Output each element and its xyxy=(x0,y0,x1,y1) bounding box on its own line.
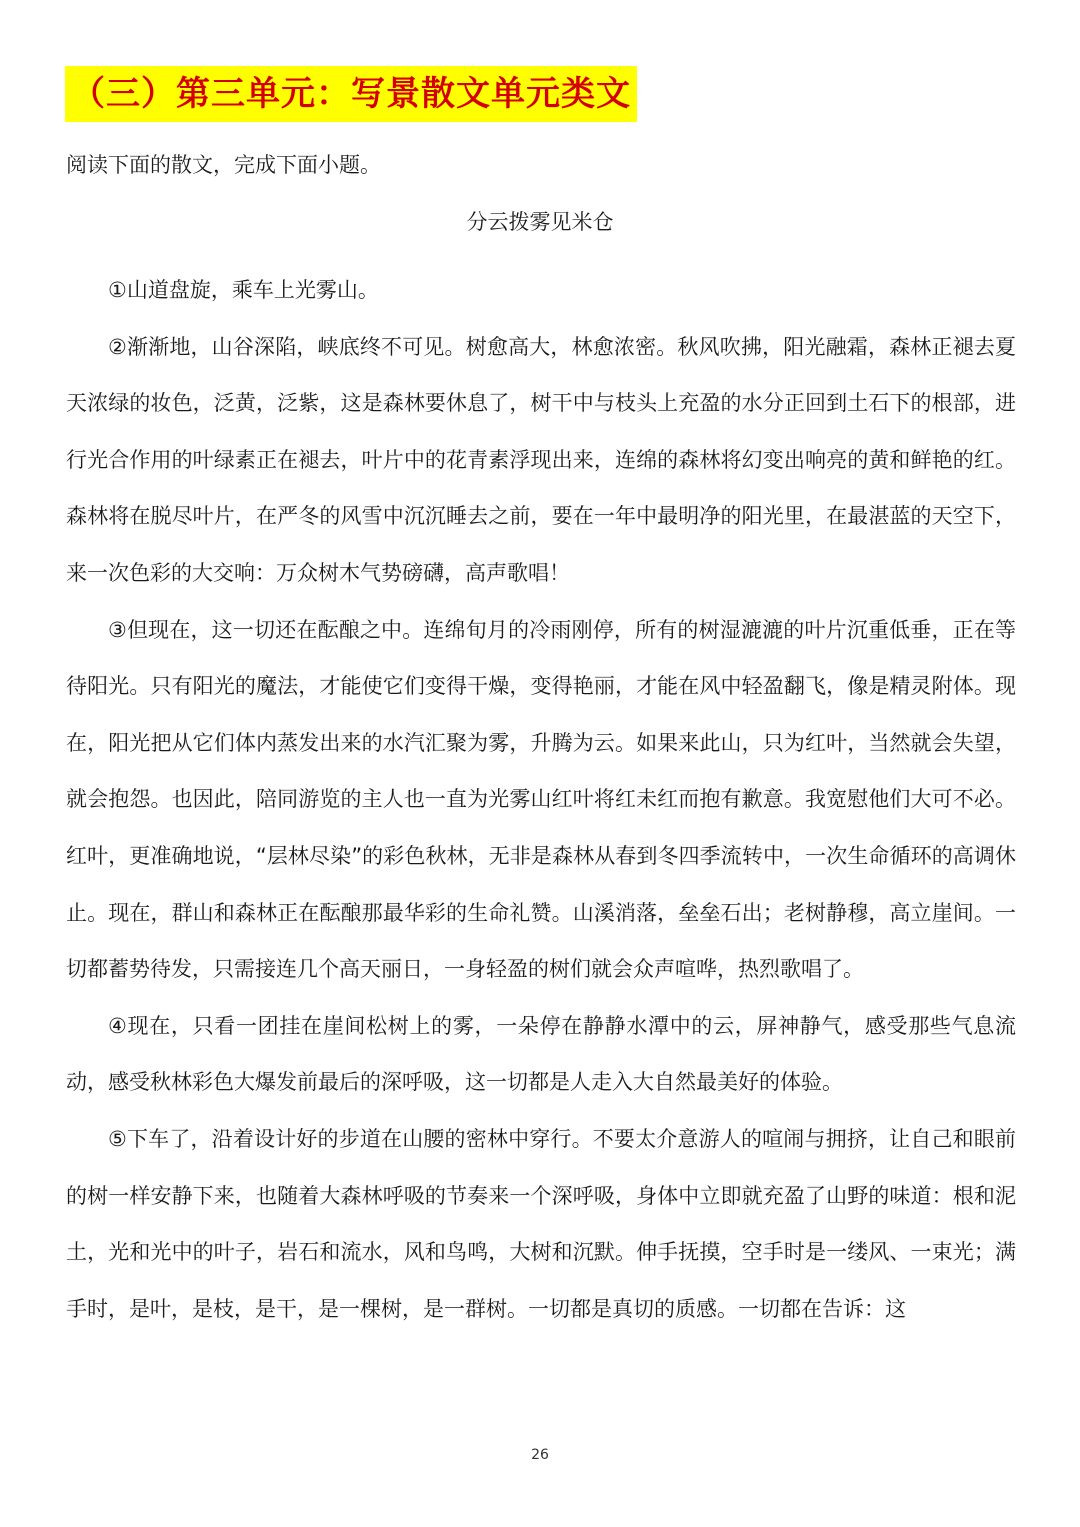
essay-paragraph-1: ①山道盘旋，乘车上光雾山。 xyxy=(108,278,379,302)
section-heading: （三）第三单元：写景散文单元类文 xyxy=(65,66,637,122)
page-number: 26 xyxy=(531,1447,549,1463)
reading-instruction: 阅读下面的散文，完成下面小题。 xyxy=(66,153,381,177)
essay-paragraph-5: ⑤下车了，沿着设计好的步道在山腰的密林中穿行。不要太介意游人的喧闹与拥挤，让自己和眼前的树一样安静下来，也随着大森林呼吸的节奏来一个深呼吸，身体中立即就充盈了山野的味道：根和泥土，光和光中的叶子，岩石和流水，风和鸟鸣，大树和沉默。伸手抚摸，空手时是一缕风、一束光；满手时，是叶，是枝，是干，是一棵树，是一群树。一切都是真切的质感。一切都在告诉：这 xyxy=(66,1126,1016,1321)
essay-title: 分云拨雾见米仓 xyxy=(466,210,614,234)
essay-paragraph-4: ④现在，只看一团挂在崖间松树上的雾，一朵停在静静水潭中的云，屏神静气，感受那些气息流动，感受秋林彩色大爆发前最后的深呼吸，这一切都是人走入大自然最美好的体验。 xyxy=(66,1013,1016,1095)
essay-paragraph-2: ②渐渐地，山谷深陷，峡底终不可见。树愈高大，林愈浓密。秋风吹拂，阳光融霜，森林正褪去夏天浓绿的妆色，泛黄，泛紫，这是森林要休息了，树干中与枝头上充盈的水分正回到土石下的根部，进行光合作用的叶绿素正在褪去，叶片中的花青素浮现出来，连绵的森林将幻变出响亮的黄和鲜艳的红。森林将在脱尽叶片，在严冬的风雪中沉沉睡去之前，要在一年中最明净的阳光里，在最湛蓝的天空下，来一次色彩的大交响：万众树木气势磅礴，高声歌唱！ xyxy=(66,334,1016,585)
essay-paragraph-3: ③但现在，这一切还在酝酿之中。连绵旬月的冷雨刚停，所有的树湿漉漉的叶片沉重低垂，正在等待阳光。只有阳光的魔法，才能使它们变得干燥，变得艳丽，才能在风中轻盈翻飞，像是精灵附体。现在，阳光把从它们体内蒸发出来的水汽汇聚为雾，升腾为云。如果来此山，只为红叶，当然就会失望，就会抱怨。也因此，陪同游览的主人也一直为光雾山红叶将红未红而抱有歉意。我宽慰他们大可不必。红叶，更准确地说，“层林尽染”的彩色秋林，无非是森林从春到冬四季流转中，一次生命循环的高调休止。现在，群山和森林正在酝酿那最华彩的生命礼赞。山溪消落，垒垒石出；老树静穆，高立崖间。一切都蓄势待发，只需接连几个高天丽日，一身轻盈的树们就会众声喧哗，热烈歌唱了。 xyxy=(66,617,1016,982)
essay-body xyxy=(66,262,1016,1337)
